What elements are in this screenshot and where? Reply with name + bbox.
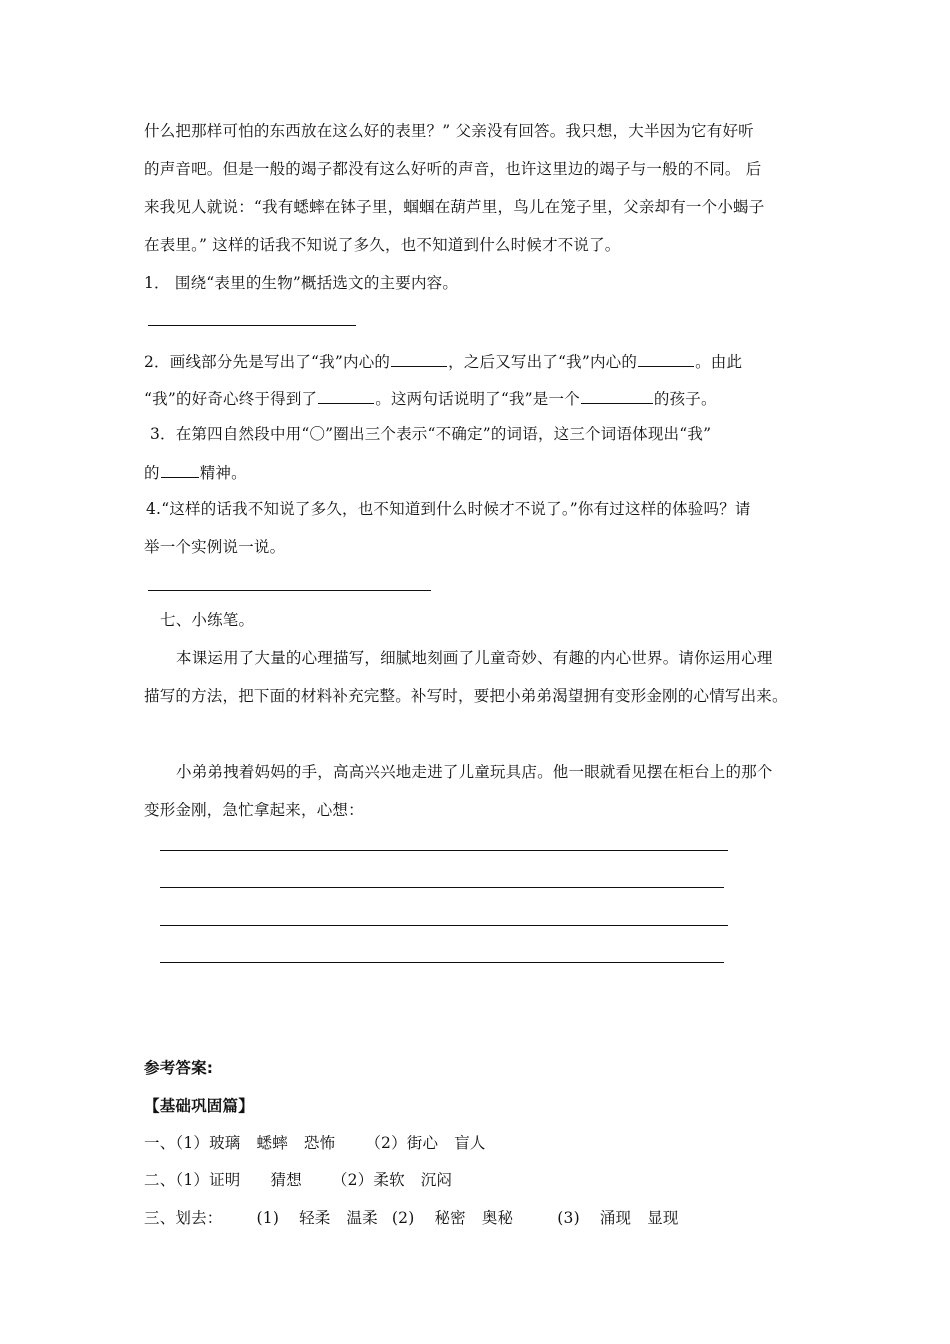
passage-line-3: 来我见人就说：“我有蟋蟀在钵子里，蝈蝈在葫芦里，鸟儿在笼子里，父亲却有一个小蝎子 xyxy=(144,198,765,216)
blank-q2-1[interactable] xyxy=(391,350,447,367)
passage-line-1: 什么把那样可怕的东西放在这么好的表里？” 父亲没有回答。我只想，大半因为它有好听 xyxy=(144,122,754,140)
question-2-line-2: “我”的好奇心终于得到了 。这两句话说明了“我”是一个 的孩子。 xyxy=(144,387,717,409)
answer-row-1: 一、（1）玻璃 蟋蟀 恐怖 （2）街心 盲人 xyxy=(144,1134,486,1152)
answer-line-q4[interactable] xyxy=(148,590,431,591)
section-7-title: 七、小练笔。 xyxy=(160,611,255,629)
passage-line-4: 在表里。” 这样的话我不知说了多久，也不知道到什么时候才不说了。 xyxy=(144,236,621,254)
blank-q2-4[interactable] xyxy=(581,387,653,404)
section-7-intro-line-2: 描写的方法，把下面的材料补充完整。补写时，要把小弟弟渴望拥有变形金刚的心情写出来。 xyxy=(144,687,788,705)
writing-line-2[interactable] xyxy=(160,887,724,888)
question-3-line-2: 的 精神。 xyxy=(144,461,247,483)
writing-line-1[interactable] xyxy=(160,850,728,851)
answers-heading: 参考答案: xyxy=(144,1059,214,1077)
answer-line-q1[interactable] xyxy=(148,325,356,326)
blank-q2-3[interactable] xyxy=(318,387,374,404)
question-1: 1． 围绕“表里的生物”概括选文的主要内容。 xyxy=(144,274,459,292)
writing-line-4[interactable] xyxy=(160,962,724,963)
answers-section-title: 【基础巩固篇】 xyxy=(144,1097,254,1115)
passage-line-2: 的声音吧。但是一般的竭子都没有这么好听的声音，也许这里边的竭子与一般的不同。 后 xyxy=(144,160,762,178)
question-3-line-1: 3．在第四自然段中用“〇”圈出三个表示“不确定”的词语，这三个词语体现出“我” xyxy=(150,425,712,443)
question-2-line-1: 2．画线部分先是写出了“我”内心的 ，之后又写出了“我”内心的 。由此 xyxy=(144,350,742,372)
blank-q3[interactable] xyxy=(161,461,199,478)
question-4-line-1: 4.“这样的话我不知说了多久，也不知道到什么时候才不说了。”你有过这样的体验吗？请 xyxy=(146,500,751,518)
writing-line-3[interactable] xyxy=(160,925,728,926)
answer-row-3: 三、划去： (1) 轻柔 温柔 (2) 秘密 奥秘 (3) 涌现 显现 xyxy=(144,1209,679,1227)
story-line-1: 小弟弟拽着妈妈的手，高高兴兴地走进了儿童玩具店。他一眼就看见摆在柜台上的那个 xyxy=(176,763,773,781)
section-7-intro-line-1: 本课运用了大量的心理描写，细腻地刻画了儿童奇妙、有趣的内心世界。请你运用心理 xyxy=(176,649,773,667)
question-4-line-2: 举一个实例说一说。 xyxy=(144,538,286,556)
blank-q2-2[interactable] xyxy=(638,350,694,367)
answer-row-2: 二、（1）证明 猜想 （2）柔软 沉闷 xyxy=(144,1171,453,1189)
story-line-2: 变形金刚，急忙拿起来，心想： xyxy=(144,801,364,819)
